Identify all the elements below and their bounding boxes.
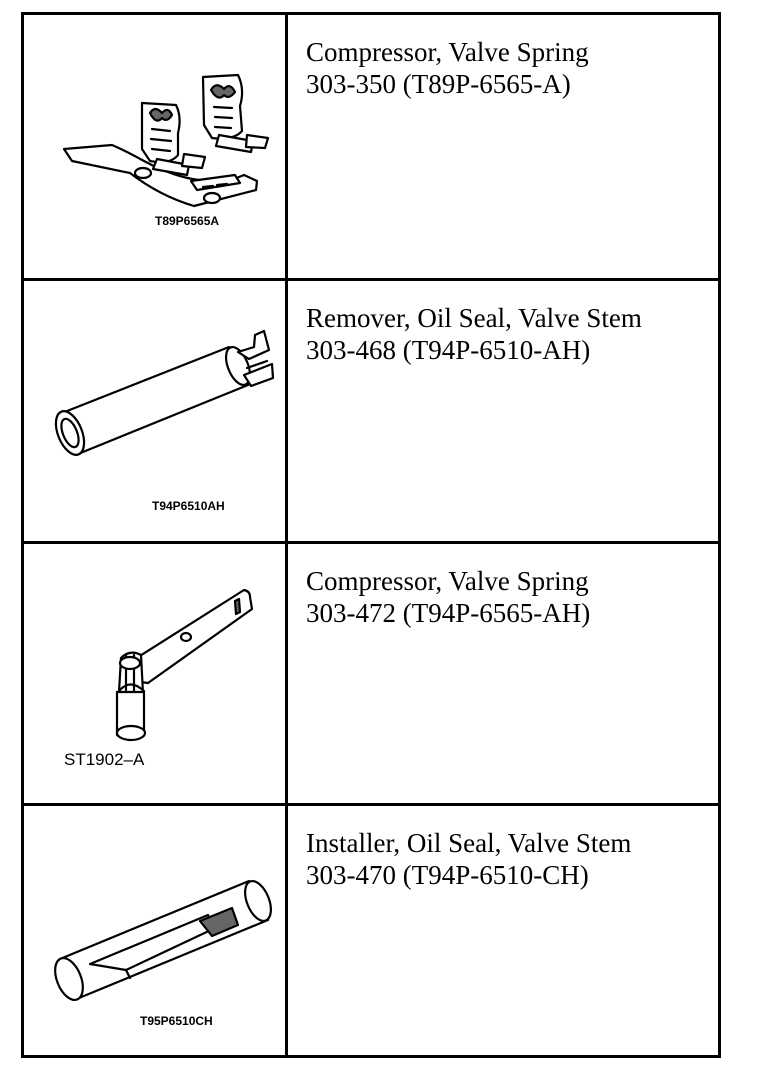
tool-image-cell xyxy=(24,544,288,803)
valve-spring-compressor-lever-illustration xyxy=(99,579,264,739)
tool-number: 303-472 (T94P-6565-AH) xyxy=(306,598,591,628)
tool-number: 303-350 (T89P-6565-A) xyxy=(306,69,571,99)
tool-row xyxy=(24,541,718,803)
special-tools-table xyxy=(21,12,721,1058)
oil-seal-remover-illustration xyxy=(44,307,274,447)
figure-code: T94P6510AH xyxy=(152,499,225,513)
tool-description xyxy=(306,565,710,629)
tool-name: Remover, Oil Seal, Valve Stem xyxy=(306,303,642,333)
figure-code: ST1902–A xyxy=(64,750,145,769)
tool-name: Compressor, Valve Spring xyxy=(306,566,589,596)
tool-image-cell xyxy=(24,15,288,278)
tool-description xyxy=(306,302,710,366)
tool-name: Installer, Oil Seal, Valve Stem xyxy=(306,828,632,858)
figure-code: T95P6510CH xyxy=(140,1014,213,1028)
tool-row xyxy=(24,15,718,278)
tool-number: 303-470 (T94P-6510-CH) xyxy=(306,860,589,890)
tool-description xyxy=(306,36,710,100)
tool-number: 303-468 (T94P-6510-AH) xyxy=(306,335,591,365)
tool-row xyxy=(24,803,718,1055)
tool-image-cell xyxy=(24,281,288,541)
valve-spring-compressor-illustration xyxy=(54,57,274,227)
tool-name: Compressor, Valve Spring xyxy=(306,37,589,67)
tool-row xyxy=(24,278,718,541)
tool-description xyxy=(306,827,710,891)
tool-image-cell xyxy=(24,806,288,1055)
oil-seal-installer-illustration xyxy=(44,861,274,981)
figure-code: T89P6565A xyxy=(155,214,220,228)
